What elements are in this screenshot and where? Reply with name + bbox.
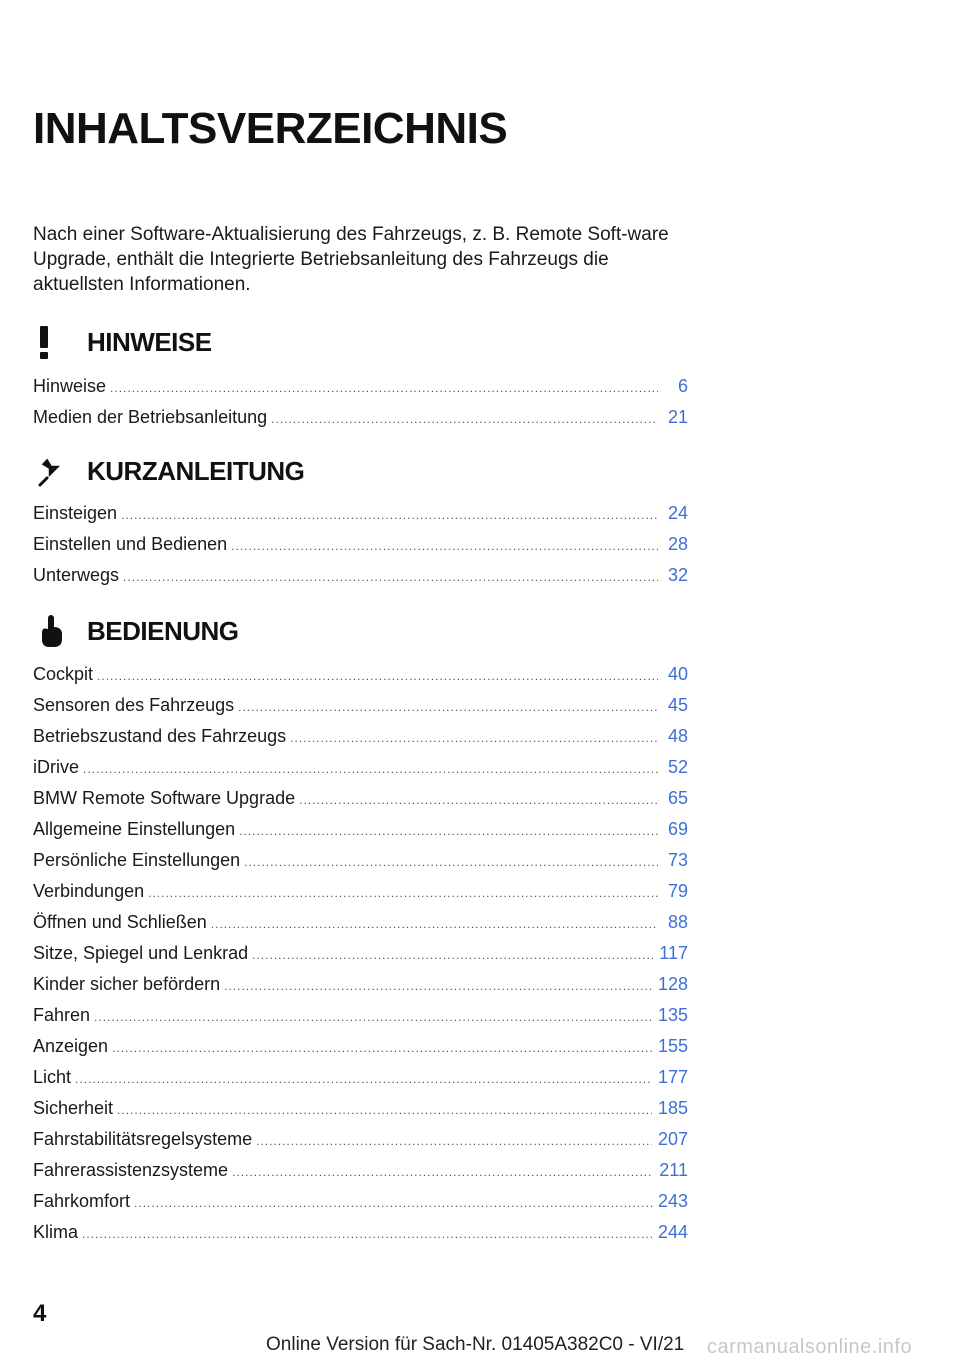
leader-dots [117,1103,652,1117]
toc-entry[interactable] [33,974,688,1005]
toc-label: Öffnen und Schließen [33,912,207,932]
toc-label: Fahrstabilitätsregelsysteme [33,1129,253,1149]
toc-page-link[interactable]: 177 [657,1067,688,1087]
toc-page-link[interactable]: 207 [657,1129,688,1149]
toc-page-link[interactable]: 40 [667,664,688,684]
toc-page-link[interactable]: 128 [657,974,688,994]
toc-page-link[interactable]: 88 [667,912,688,932]
exclamation-icon [33,322,79,362]
toc-label: Unterwegs [33,565,120,585]
toc-label: Cockpit [33,664,94,684]
toc-entry[interactable] [33,407,688,438]
leader-dots [82,1227,652,1241]
leader-dots [256,1134,652,1148]
toc-page-link[interactable]: 52 [667,757,688,777]
toc-page-link[interactable]: 73 [667,850,688,870]
leader-dots [83,762,658,776]
toc-page-link[interactable]: 21 [667,407,688,427]
toc-page-link[interactable]: 211 [659,1160,688,1180]
section-title: KURZANLEITUNG [87,455,305,486]
toc-label: Fahrerassistenzsysteme [33,1160,229,1180]
leader-dots [271,412,658,426]
toc-entry[interactable] [33,1036,688,1067]
toc-label: Anzeigen [33,1036,109,1056]
leader-dots [224,979,652,993]
toc-label: Hinweise [33,376,107,396]
toc-label: Sensoren des Fahrzeugs [33,695,235,715]
toc-label: Einsteigen [33,503,118,523]
toc-page-link[interactable]: 65 [667,788,688,808]
toc-entry[interactable] [33,1067,688,1098]
leader-dots [231,539,658,553]
toc-entry[interactable] [33,565,688,596]
toc-entry[interactable] [33,1191,688,1222]
toc-page-link[interactable]: 243 [657,1191,688,1211]
leader-dots [232,1165,653,1179]
toc-label: Sitze, Spiegel und Lenkrad [33,943,249,963]
toc-entry[interactable] [33,757,688,788]
page-title: INHALTSVERZEICHNIS [33,104,508,153]
leader-dots [97,669,658,683]
toc-page-link[interactable]: 6 [677,376,688,396]
toc-label: Fahrkomfort [33,1191,131,1211]
toc-entry[interactable] [33,788,688,819]
section-bedienung [33,609,688,1253]
toc-entry[interactable] [33,1129,688,1160]
leader-dots [252,948,653,962]
toc-label: Fahren [33,1005,91,1025]
toc-label: Betriebszustand des Fahrzeugs [33,726,287,746]
toc-page-link[interactable]: 185 [657,1098,688,1118]
page-number: 4 [33,1300,47,1327]
section-header [33,449,688,493]
toc-label: Kinder sicher befördern [33,974,221,994]
toc-label: Persönliche Einstellungen [33,850,241,870]
toc-label: Medien der Betriebsanleitung [33,407,268,427]
toc-page-link[interactable]: 28 [667,534,688,554]
toc-entry[interactable] [33,534,688,565]
toc-entry[interactable] [33,1005,688,1036]
toc-entry[interactable] [33,1098,688,1129]
pointing-hand-icon [33,611,79,651]
toc-entry[interactable] [33,912,688,943]
toc-page-link[interactable]: 45 [667,695,688,715]
section-header [33,320,688,364]
toc-page-link[interactable]: 24 [667,503,688,523]
toc-label: Allgemeine Einstellungen [33,819,236,839]
leader-dots [148,886,658,900]
toc-page-link[interactable]: 135 [657,1005,688,1025]
toc-page-link[interactable]: 244 [657,1222,688,1242]
toc-entry[interactable] [33,881,688,912]
section-header [33,609,688,653]
leader-dots [299,793,658,807]
toc-label: Licht [33,1067,72,1087]
leader-dots [123,570,658,584]
pushpin-icon [33,451,79,491]
watermark: carmanualsonline.info [707,1336,913,1358]
leader-dots [238,700,658,714]
toc-label: Sicherheit [33,1098,114,1118]
section-title: BEDIENUNG [87,615,239,646]
toc-page-link[interactable]: 79 [667,881,688,901]
toc-label: BMW Remote Software Upgrade [33,788,296,808]
leader-dots [94,1010,652,1024]
section-kurzanleitung [33,449,688,596]
toc-label: iDrive [33,757,80,777]
leader-dots [75,1072,652,1086]
leader-dots [211,917,658,931]
section-title: HINWEISE [87,326,212,357]
toc-entry[interactable] [33,1222,688,1253]
toc-entry[interactable] [33,819,688,850]
leader-dots [110,381,658,395]
toc-label: Einstellen und Bedienen [33,534,228,554]
toc-entry[interactable] [33,850,688,881]
toc-page-link[interactable]: 32 [667,565,688,585]
toc-entry[interactable] [33,503,688,534]
toc-entry[interactable] [33,1160,688,1191]
toc-page-link[interactable]: 155 [657,1036,688,1056]
toc-page-link[interactable]: 69 [667,819,688,839]
section-hinweise [33,320,688,438]
toc-entry[interactable] [33,695,688,726]
toc-entry[interactable] [33,943,688,974]
leader-dots [112,1041,652,1055]
leader-dots [134,1196,652,1210]
toc-entry[interactable] [33,376,688,407]
leader-dots [244,855,658,869]
footer-version: Online Version für Sach-Nr. 01405A382C0 - VI/21 [266,1334,685,1355]
intro-text: Nach einer Software-Aktualisierung des Fahrzeugs, z. B. Remote Soft-ware Upgrade, enthält die Integrierte Betriebsanleitung des Fahrzeugs die aktuellsten Informationen. [33,224,669,295]
toc-label: Verbindungen [33,881,145,901]
toc-entry[interactable] [33,664,688,695]
leader-dots [121,508,658,522]
toc-page-link[interactable]: 48 [667,726,688,746]
leader-dots [290,731,658,745]
toc-page-link[interactable]: 117 [659,943,688,963]
leader-dots [239,824,658,838]
toc-label: Klima [33,1222,79,1242]
toc-entry[interactable] [33,726,688,757]
